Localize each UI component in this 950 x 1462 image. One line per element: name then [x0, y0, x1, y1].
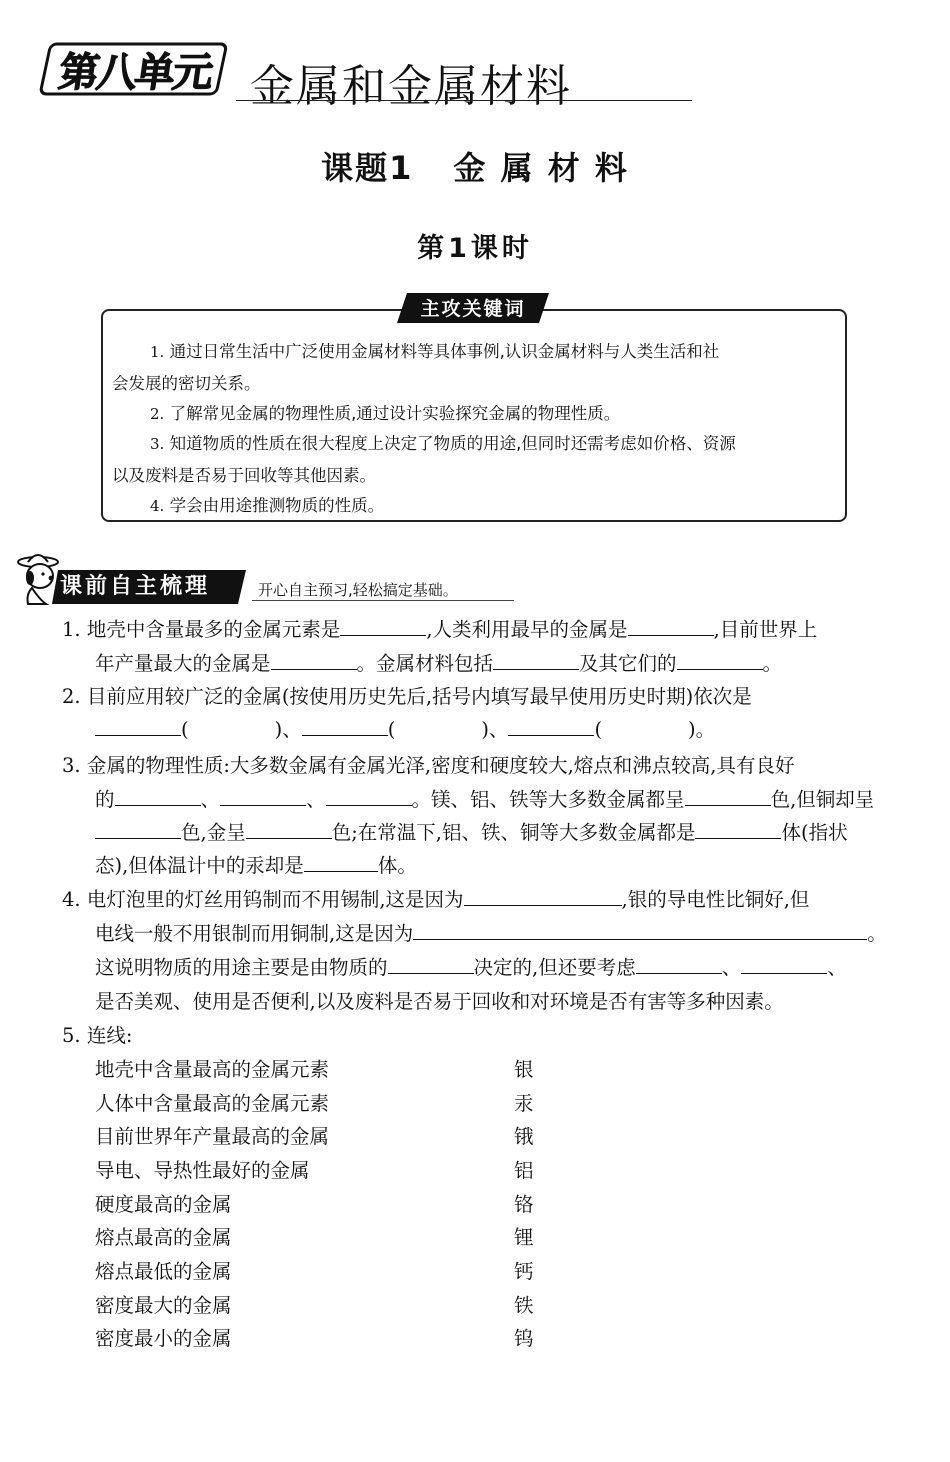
key-points-tab-label: 主攻关键词: [420, 298, 526, 320]
match-left-item[interactable]: 密度最大的金属: [95, 1294, 232, 1317]
answer-blank[interactable]: [326, 787, 412, 806]
match-right-item[interactable]: 铬: [514, 1193, 534, 1216]
unit-badge: [36, 38, 234, 100]
unit-title: 金属和金属材料: [250, 61, 572, 112]
answer-blank[interactable]: [741, 955, 827, 974]
match-left-item[interactable]: 熔点最低的金属: [95, 1260, 232, 1283]
match-right-item[interactable]: 汞: [514, 1092, 534, 1115]
answer-blank[interactable]: [508, 717, 594, 736]
lesson-name: 金 属 材 料: [453, 149, 629, 187]
match-right-item[interactable]: 钨: [514, 1327, 534, 1350]
question-4: 4. 电灯泡里的灯丝用钨制而不用锡制,这是因为 ,银的导电性比铜好,但: [62, 888, 810, 911]
question-1-line2: 年产量最大的金属是 。金属材料包括 及其它们的 。: [95, 652, 783, 675]
section-subtitle: 开心自主预习,轻松搞定基础。: [258, 581, 458, 599]
answer-blank[interactable]: [220, 787, 306, 806]
question-2: 2. 目前应用较广泛的金属(按使用历史先后,括号内填写最早使用历史时期)依次是: [62, 685, 752, 708]
question-2-line2: ( )、 ( )、 ( )。: [95, 714, 715, 742]
question-1: 1. 地壳中含量最多的金属元素是 ,人类利用最早的金属是 ,目前世界上: [62, 618, 818, 641]
match-right-item[interactable]: 铁: [514, 1294, 534, 1317]
match-left-item[interactable]: 密度最小的金属: [95, 1327, 232, 1350]
match-left-item[interactable]: 目前世界年产量最高的金属: [95, 1125, 330, 1148]
question-4-line4: 是否美观、使用是否便利,以及废料是否易于回收和对环境是否有害等多种因素。: [95, 990, 784, 1013]
answer-blank[interactable]: [340, 617, 426, 636]
answer-blank[interactable]: [95, 820, 181, 839]
section-subtitle-underline: [252, 600, 514, 601]
answer-blank[interactable]: [304, 853, 378, 872]
match-right-item[interactable]: 铝: [514, 1159, 534, 1182]
answer-blank[interactable]: [115, 787, 201, 806]
key-point-item: 2. 了解常见金属的物理性质,通过设计实验探究金属的物理性质。: [150, 404, 621, 423]
answer-blank[interactable]: [628, 617, 714, 636]
match-left-item[interactable]: 人体中含量最高的金属元素: [95, 1092, 330, 1115]
section-title: 课前自主梳理: [60, 574, 211, 599]
answer-blank[interactable]: [685, 787, 771, 806]
match-right-item[interactable]: 锇: [514, 1125, 534, 1148]
key-point-item: 4. 学会由用途推测物质的性质。: [150, 496, 385, 515]
answer-blank[interactable]: [464, 887, 622, 906]
answer-blank[interactable]: [271, 651, 357, 670]
answer-blank[interactable]: [246, 820, 332, 839]
question-4-line3: 这说明物质的用途主要是由物质的 决定的,但还要考虑 、 、: [95, 956, 847, 979]
answer-blank[interactable]: [695, 820, 781, 839]
match-left-item[interactable]: 熔点最高的金属: [95, 1226, 232, 1249]
unit-title-underline: [236, 100, 692, 101]
answer-blank[interactable]: [413, 921, 867, 940]
match-right-item[interactable]: 锂: [514, 1226, 534, 1249]
question-3: 3. 金属的物理性质:大多数金属有金属光泽,密度和硬度较大,熔点和沸点较高,具有良好: [62, 754, 795, 777]
period-title: 第1课时: [417, 233, 533, 264]
lesson-title: [0, 143, 950, 189]
match-right-item[interactable]: 钙: [514, 1260, 534, 1283]
answer-blank[interactable]: [388, 955, 474, 974]
answer-blank[interactable]: [636, 955, 722, 974]
match-right-item[interactable]: 银: [514, 1058, 534, 1081]
question-3-line2: 的 、 、 。镁、铝、铁等大多数金属都呈 色,但铜却呈: [95, 788, 875, 811]
unit-badge-text: 第八单元: [55, 50, 215, 96]
question-3-line3: 色,金呈 色;在常温下,铝、铁、铜等大多数金属都是 体(指状: [95, 817, 848, 845]
answer-blank[interactable]: [493, 651, 579, 670]
question-5: 5. 连线:: [62, 1024, 133, 1047]
match-left-item[interactable]: 硬度最高的金属: [95, 1193, 232, 1216]
question-4-line2: 电线一般不用银制而用铜制,这是因为 。: [95, 922, 887, 945]
answer-blank[interactable]: [95, 717, 181, 736]
lesson-label: 课题1: [321, 149, 414, 187]
match-left-item[interactable]: 地壳中含量最高的金属元素: [95, 1058, 330, 1081]
key-point-item: 1. 通过日常生活中广泛使用金属材料等具体事例,认识金属材料与人类生活和社 会发展的密切关系。: [112, 342, 720, 393]
match-left-item[interactable]: 导电、导热性最好的金属: [95, 1159, 310, 1182]
answer-blank[interactable]: [302, 717, 388, 736]
answer-blank[interactable]: [677, 651, 763, 670]
key-point-item: 3. 知道物质的性质在很大程度上决定了物质的用途,但同时还需考虑如价格、资源 以及废料是否易于回收等其他因素。: [112, 434, 736, 485]
question-3-line4: 态),但体温计中的汞却是 体。: [95, 854, 417, 877]
